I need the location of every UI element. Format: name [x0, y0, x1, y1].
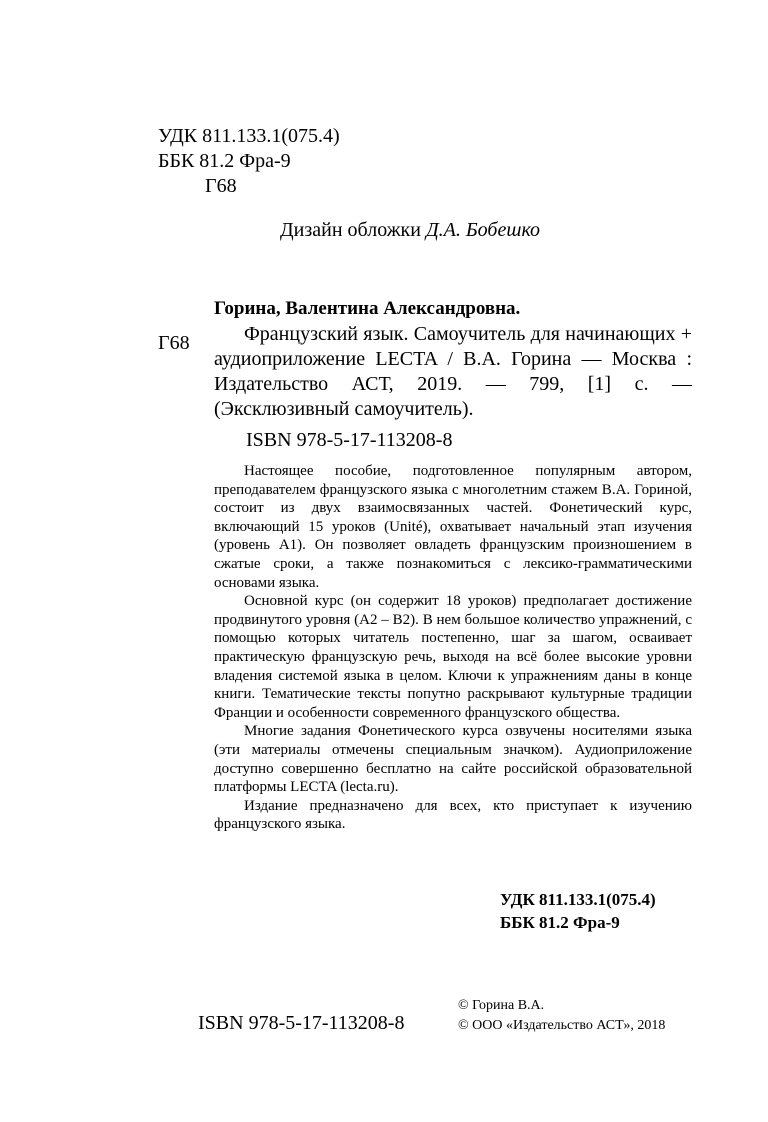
annotation	[214, 462, 692, 834]
entry-isbn: ISBN 978-5-17-113208-8	[246, 429, 453, 451]
designer-name: Д.А. Бобешко	[425, 219, 541, 241]
annotation-paragraph: Многие задания Фонетического курса озвучены носителями языка (эти материалы отмечены специальным значком). Аудиоприложение доступно совершенно бесплатно на сайте российской образовательной платформы LECTA (lecta.ru).	[214, 723, 692, 796]
designer-label: Дизайн обложки	[280, 219, 421, 241]
udk-code: УДК 811.133.1(075.4)	[158, 125, 340, 147]
copyright-author: © Горина В.А.	[458, 998, 545, 1013]
annotation-paragraph: Основной курс (он содержит 18 уроков) предполагает достижение продвинутого уровня (А2 – В2). В нем большое количество упражнений, с помощью которых читатель постепенно, шаг за шагом, осваивает практическую французскую речь, выходя на всё более высокие уровни владения системой языка в целом. Ключи к упражнениям даны в конце книги. Тематические тексты попутно раскрывают культурные традиции Франции и особенности современного французского общества.	[214, 593, 692, 721]
entry-author: Горина, Валентина Александровна.	[214, 298, 521, 319]
bbk-code: ББК 81.2 Фра-9	[158, 150, 291, 172]
entry-author-mark: Г68	[158, 332, 190, 354]
cover-designer	[280, 219, 540, 242]
annotation-paragraph: Издание предназначено для всех, кто приступает к изучению французского языка.	[214, 797, 692, 833]
header-classification	[158, 124, 340, 199]
copyright-block	[458, 996, 665, 1036]
annotation-paragraph: Настоящее пособие, подготовленное популярным автором, преподавателем французского языка с многолетним стажем В.А. Гориной, состоит из двух взаимосвязанных частей. Фонетический курс, включающий 15 уроков (Unité), охватывает начальный этап изучения (уровень А1). Он позволяет овладеть французским произношением в сжатые сроки, а также познакомиться с лексико-грамматическими основами языка.	[214, 463, 692, 591]
footer-isbn: ISBN 978-5-17-113208-8	[198, 1012, 405, 1034]
bottom-bbk: ББК 81.2 Фра-9	[500, 913, 620, 932]
author-mark: Г68	[205, 175, 237, 197]
bottom-udk: УДК 811.133.1(075.4)	[500, 890, 656, 909]
bottom-classification	[500, 888, 656, 934]
copyright-publisher: © ООО «Издательство АСТ», 2018	[458, 1018, 666, 1033]
description-text: Французский язык. Самоучитель для начинающих + аудиоприложение LECTA / В.А. Горина — Москва : Издательство АСТ, 2019. — 799, [1] с. — (Эксклюзивный самоучитель).	[214, 323, 692, 420]
bibliographic-description	[214, 322, 692, 422]
